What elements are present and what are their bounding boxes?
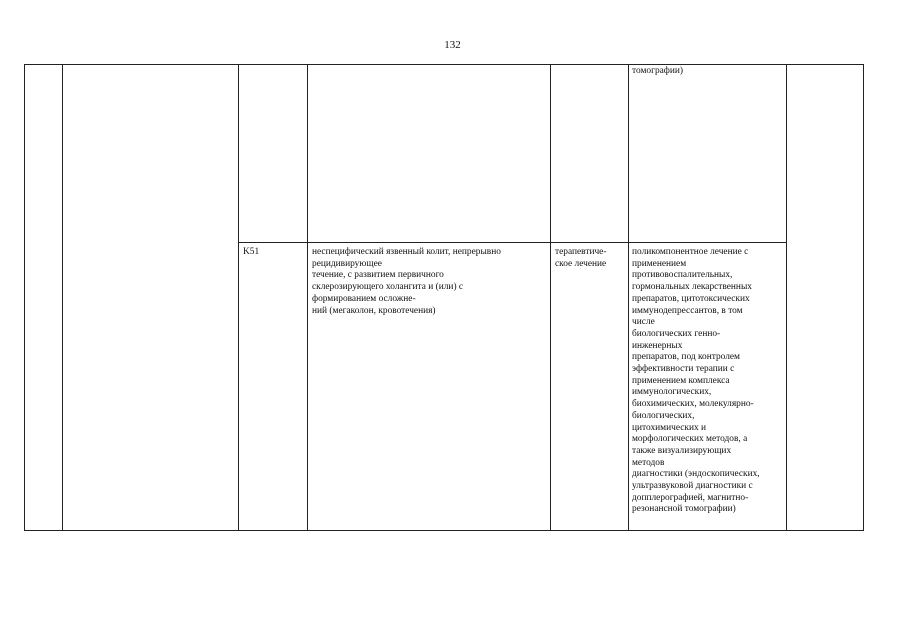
code-cell: K51 <box>243 247 260 257</box>
diagnosis-cell: неспецифический язвенный колит, непрерывно рецидивирующее течение, с развитием первичного склерозирующего холангита и (или) с формированием осложне- ний (мегаколон, кровотечения) <box>312 247 501 316</box>
column-divider <box>62 64 63 530</box>
method-cell: поликомпонентное лечение с применением противовоспалительных, гормональных лекарственных препаратов, цитотоксических иммунодепрессантов, в том числе биологических генно- инженерных препаратов, под контролем эффективности терапии с применением комплекса иммунологических, биохимических, молекулярно- биологических, цитохимических и морфологических методов, а также визуализирующих методов диагностики (эндоскопических, ультразвуковой диагностики с допплерографией, магнитно- резонансной томографии) <box>632 247 760 515</box>
page-number: 132 <box>444 39 461 51</box>
column-divider <box>307 64 308 530</box>
column-divider <box>628 64 629 530</box>
row-divider <box>238 242 786 243</box>
column-divider <box>550 64 551 530</box>
column-divider <box>238 64 239 530</box>
top-method-cell: томографии) <box>632 66 684 76</box>
treatment-type-cell: терапевтиче- ское лечение <box>555 247 607 269</box>
column-divider <box>786 64 787 530</box>
